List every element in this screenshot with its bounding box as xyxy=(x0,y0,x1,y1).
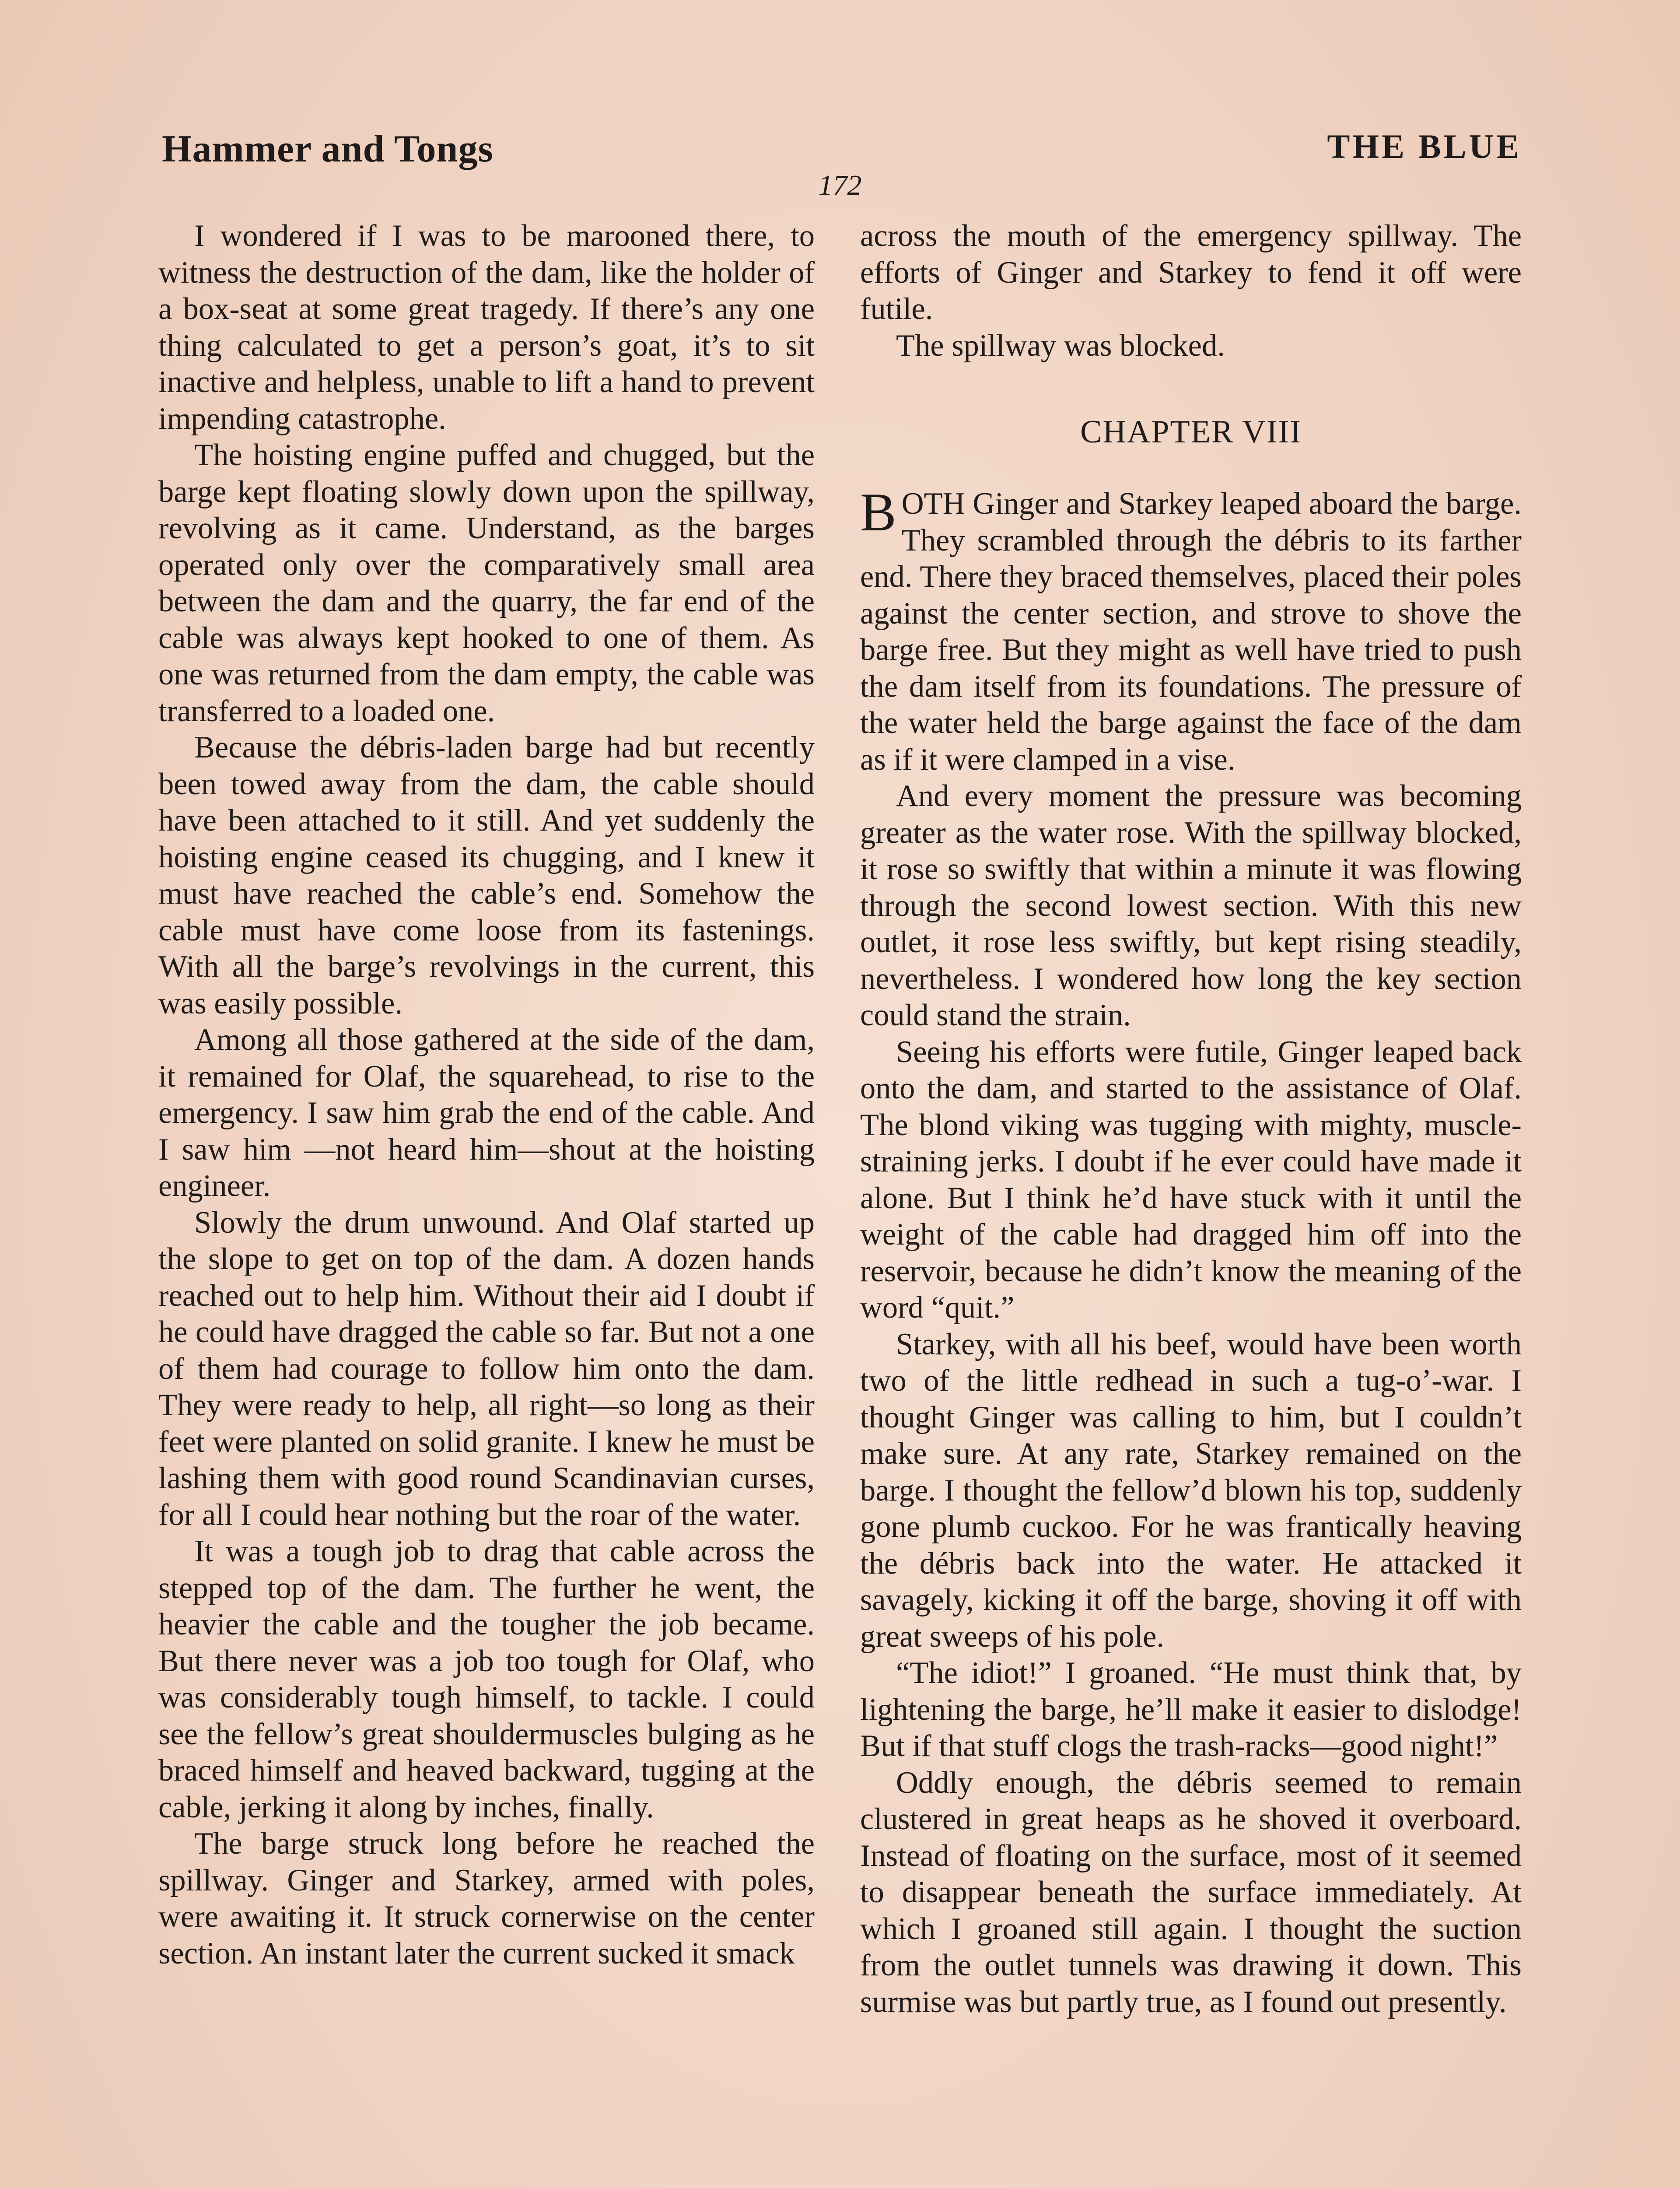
left-text-column xyxy=(158,218,815,1972)
paragraph: The barge struck long before he reached the spillway. Ginger and Starkey, armed with poles, were awaiting it. It struck cornerwise on the center section. An instant later the current sucked it smack xyxy=(158,1827,815,1971)
running-head-title: Hammer and Tongs xyxy=(162,128,494,170)
drop-cap: B xyxy=(860,482,896,542)
chapter-opening-paragraph xyxy=(860,482,1522,778)
right-text-column xyxy=(860,218,1522,2020)
paragraph: The hoisting engine puffed and chugged, but the barge kept floating slowly down upon the spillway, revolving as it came. Understand, as the barges operated only over the comparatively small area between the dam and the quarry, the far end of the cable was always kept hooked to one of them. As one was returned from the dam empty, the cable was transferred to a loaded one. xyxy=(158,438,815,728)
paragraph: I wondered if I was to be marooned there, to witness the destruction of the dam, like the holder of a box-seat at some great tragedy. If there’s any one thing calculated to get a person’s goat, it’s to sit inactive and helpless, unable to lift a hand to prevent impending catastrophe. xyxy=(158,219,815,436)
paragraph: Starkey, with all his beef, would have been worth two of the little redhead in such a tug-o’-war. I thought Ginger was calling to him, but I couldn’t make sure. At any rate, Starkey remained on the barge. I thought the fellow’d blown his top, suddenly gone plumb cuckoo. For he was frantically heaving the débris back into the water. He attacked it savagely, kicking it off the barge, shoving it off with great sweeps of his pole. xyxy=(860,1327,1522,1654)
paragraph: Oddly enough, the débris seemed to remain clustered in great heaps as he shoved it overboard. Instead of floating on the surface, most of it seemed to disappear beneath the surface immediately. At which I groaned still again. I thought the suction from the outlet tunnels was drawing it down. This surmise was but partly true, as I found out presently. xyxy=(860,1765,1522,2019)
paragraph: The spillway was blocked. xyxy=(896,328,1225,363)
paragraph: And every moment the pressure was becoming greater as the water rose. With the spillway blocked, it rose so swiftly that within a minute it was flowing through the second lowest section. With this new outlet, it rose less swiftly, but kept rising steadily, nevertheless. I wondered how long the key section could stand the strain. xyxy=(860,779,1522,1032)
opening-paragraph-text: OTH Ginger and Starkey leaped aboard the barge. They scrambled through the débris to its farther end. There they braced themselves, placed their poles against the center section, and strove to shove the barge free. But they might as well have tried to push the dam itself from its foundations. The pressure of the water held the barge against the face of the dam as if it were clamped in a vise. xyxy=(860,487,1522,777)
running-head-magazine: THE BLUE xyxy=(1327,127,1522,165)
paragraph: It was a tough job to drag that cable across the stepped top of the dam. The further he went, the heavier the cable and the tougher the job became. But there never was a job too tough for Olaf, who was considerably tough himself, to tackle. I could see the fellow’s great shouldermuscles bulging as he braced himself and heaved backward, tugging at the cable, jerking it along by inches, finally. xyxy=(158,1534,815,1824)
paragraph: Among all those gathered at the side of the dam, it remained for Olaf, the squarehead, to rise to the emergency. I saw him grab the end of the cable. And I saw him —not heard him—shout at the hoisting engineer. xyxy=(158,1023,815,1203)
paragraph: “The idiot!” I groaned. “He must think that, by lightening the barge, he’ll make it easier to dislodge! But if that stuff clogs the trash-racks—good night!” xyxy=(860,1656,1522,1763)
chapter-heading: CHAPTER VIII xyxy=(1080,414,1302,450)
paragraph: Seeing his efforts were futile, Ginger leaped back onto the dam, and started to the assistance of Olaf. The blond viking was tugging with mighty, muscle-straining jerks. I doubt if he ever could have made it alone. But I think he’d have stuck with it until the weight of the cable had dragged him off into the reservoir, because he didn’t know the meaning of the word “quit.” xyxy=(860,1034,1522,1325)
page-number: 172 xyxy=(818,169,862,201)
paragraph: across the mouth of the emergency spillway. The efforts of Ginger and Starkey to fend it off were futile. xyxy=(860,219,1522,326)
paragraph: Because the débris-laden barge had but recently been towed away from the dam, the cable should have been attached to it still. And yet suddenly the hoisting engine ceased its chugging, and I knew it must have reached the cable’s end. Somehow the cable must have come loose from its fastenings. With all the barge’s revolvings in the current, this was easily possible. xyxy=(158,730,815,1020)
paragraph: Slowly the drum unwound. And Olaf started up the slope to get on top of the dam. A dozen hands reached out to help him. Without their aid I doubt if he could have dragged the cable so far. But not a one of them had courage to follow him onto the dam. They were ready to help, all right—so long as their feet were planted on solid granite. I knew he must be lashing them with good round Scandinavian curses, for all I could hear nothing but the roar of the water. xyxy=(158,1205,815,1532)
